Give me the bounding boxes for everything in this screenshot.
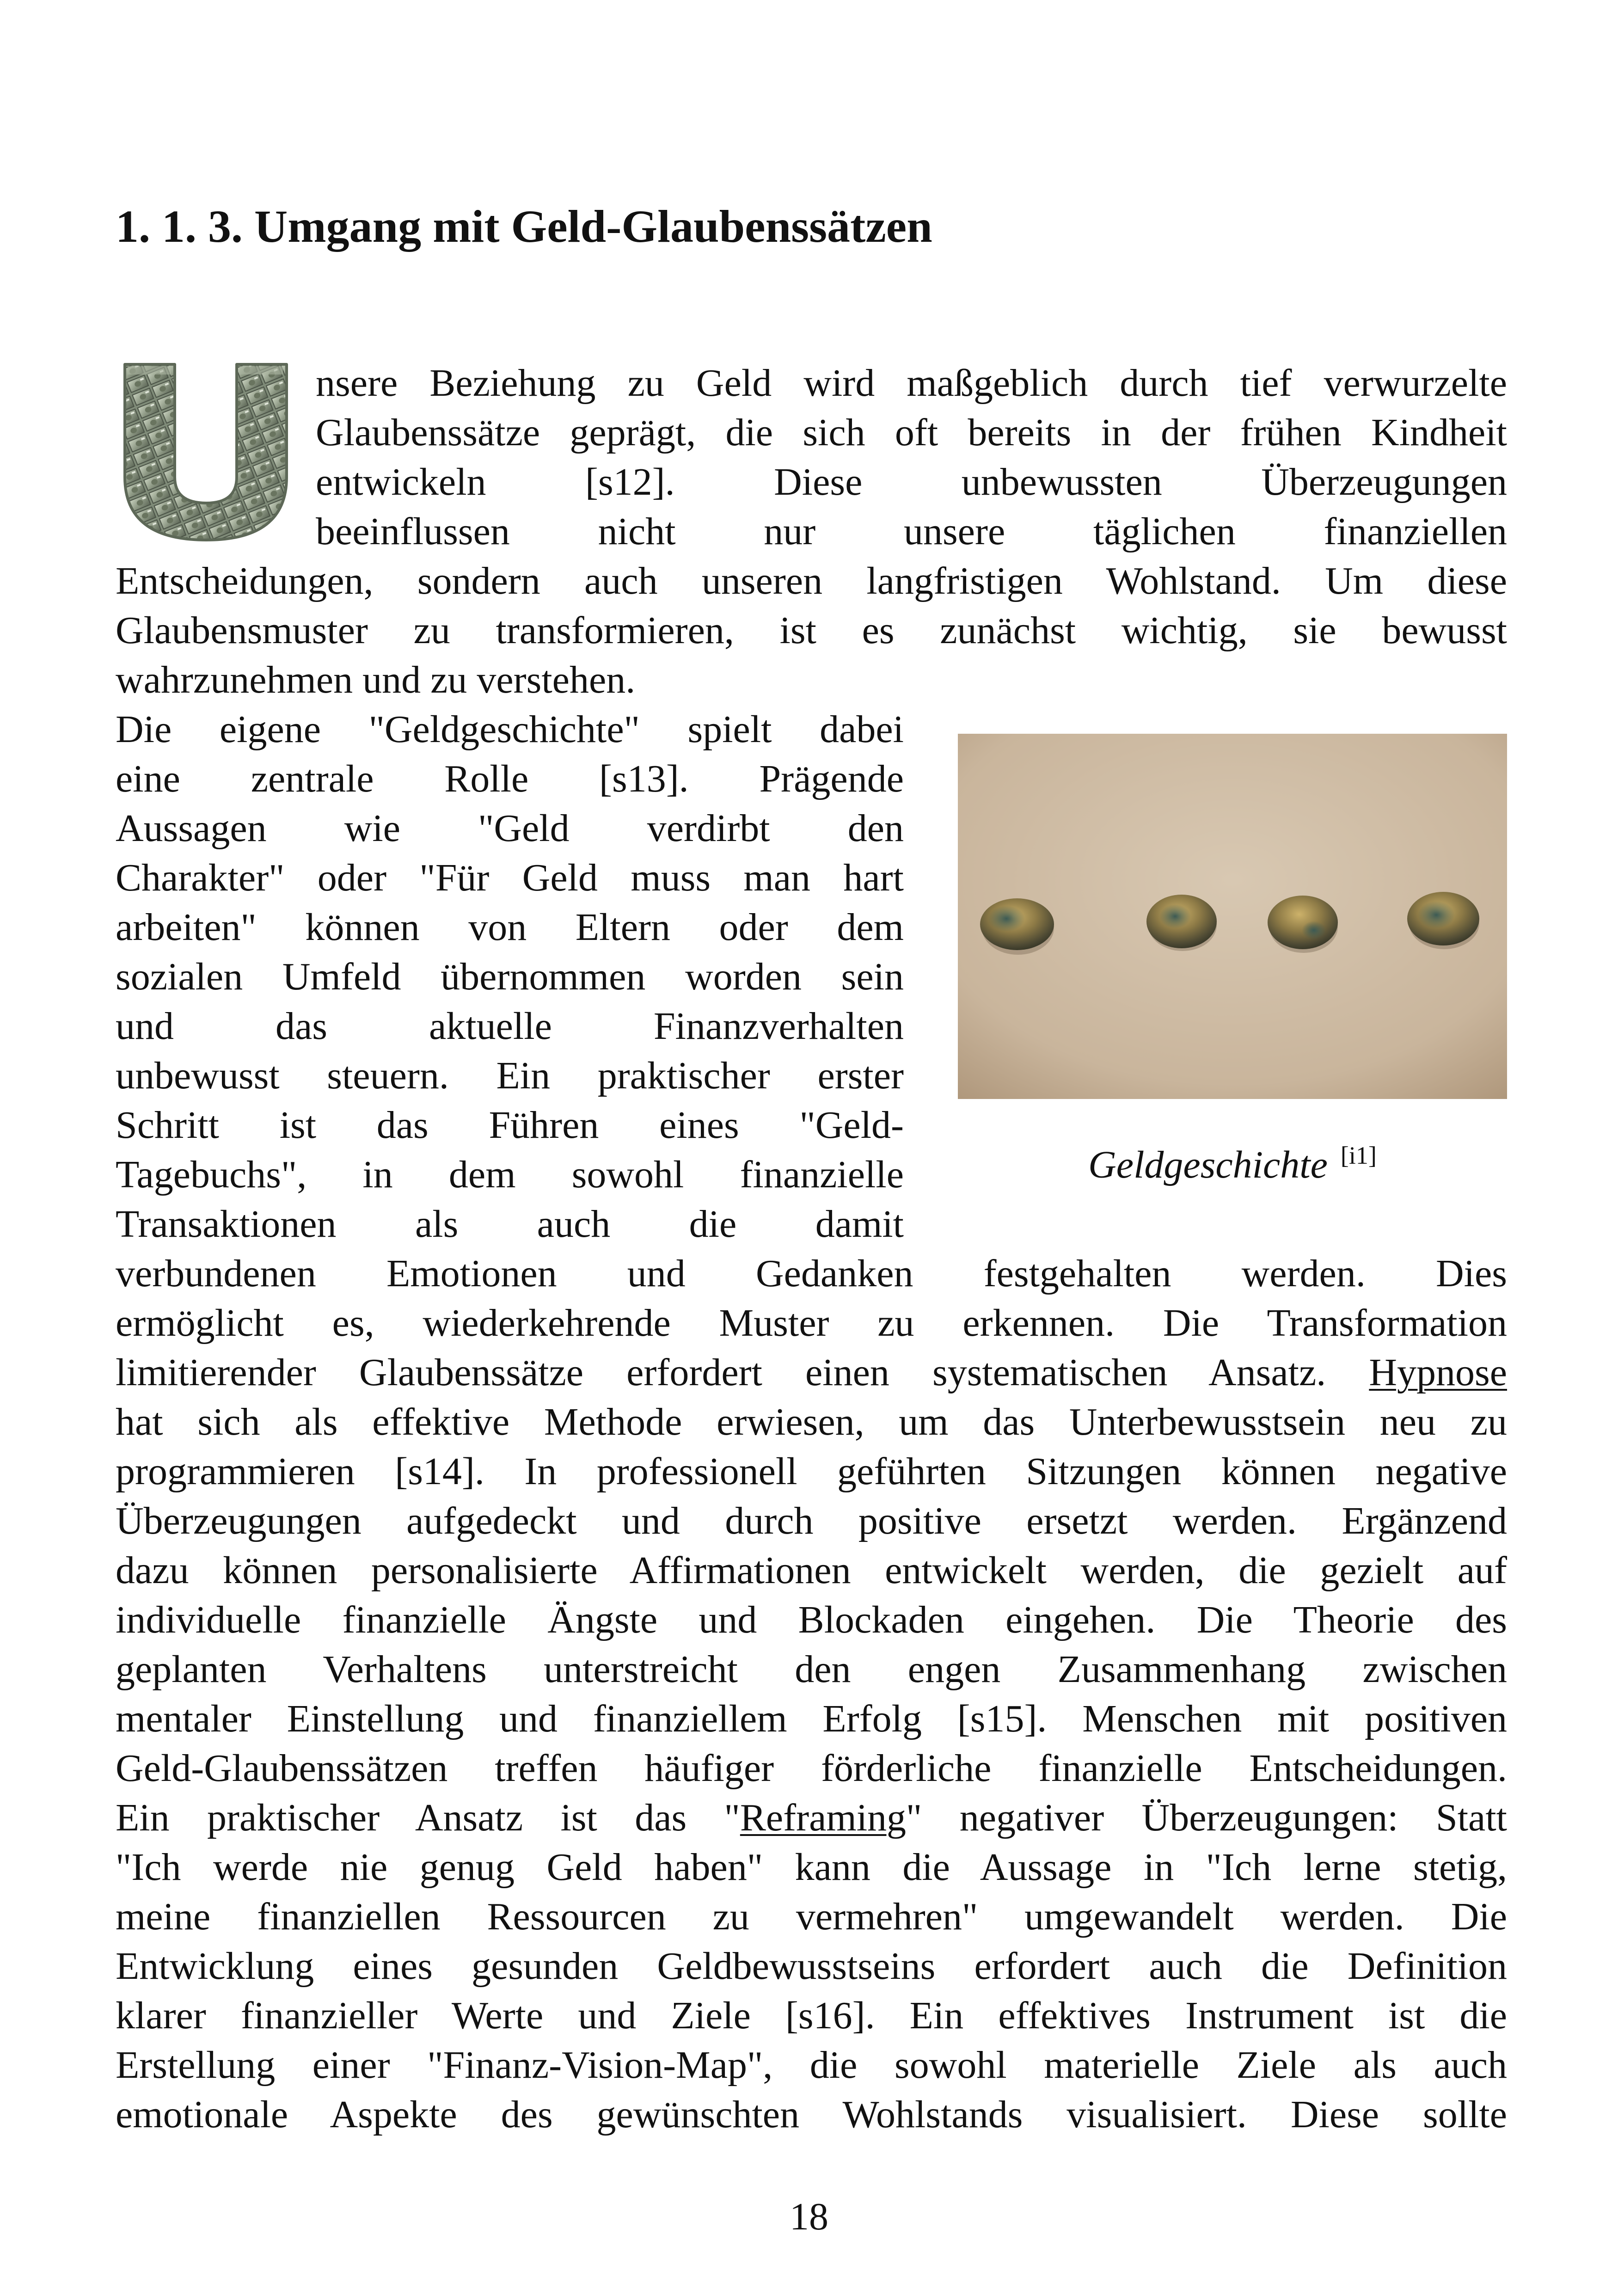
body-line-with-link [116, 1348, 1507, 1397]
body-line: arbeiten" können von Eltern oder dem [116, 906, 904, 949]
body-line: Überzeugungen aufgedeckt und durch positive ersetzt werden. Ergänzend [116, 1499, 1507, 1542]
body-line: Glaubensmuster zu transformieren, ist es zunächst wichtig, sie bewusst [116, 609, 1507, 652]
hypnose-link[interactable]: Hypnose [1369, 1351, 1507, 1394]
caption-text: Geldgeschichte [1088, 1143, 1328, 1186]
reframing-link[interactable]: Reframing [740, 1796, 907, 1839]
body-line: mentaler Einstellung und finanziellem Erfolg [s15]. Menschen mit positiven [116, 1697, 1507, 1740]
body-line: programmieren [s14]. In professionell geführten Sitzungen können negative [116, 1450, 1507, 1493]
body-line: Charakter" oder "Für Geld muss man hart [116, 856, 904, 899]
page-number: 18 [790, 2195, 828, 2238]
body-line: und das aktuelle Finanzverhalten [116, 1005, 904, 1048]
body-line: ermöglicht es, wiederkehrende Muster zu erkennen. Die Transformation [116, 1301, 1507, 1344]
body-line: sozialen Umfeld übernommen worden sein [116, 955, 904, 998]
body-line: hat sich als effektive Methode erwiesen, um das Unterbewusstsein neu zu [116, 1400, 1507, 1443]
body-line: Die eigene "Geldgeschichte" spielt dabei [116, 708, 904, 751]
figure-caption [958, 1142, 1507, 1189]
body-line: unbewusst steuern. Ein praktischer erster [116, 1054, 904, 1097]
body-line: Entscheidungen, sondern auch unseren langfristigen Wohlstand. Um diese [116, 559, 1507, 602]
body-line: "Ich werde nie genug Geld haben" kann die Aussage in "Ich lerne stetig, [116, 1846, 1507, 1889]
body-line: beeinflussen nicht nur unsere täglichen finanziellen [316, 510, 1507, 553]
body-line: Glaubenssätze geprägt, die sich oft bereits in der frühen Kindheit [316, 411, 1507, 454]
body-line: verbundenen Emotionen und Gedanken festgehalten werden. Dies [116, 1252, 1507, 1295]
coins-photo [958, 734, 1507, 1099]
body-line: dazu können personalisierte Affirmationen entwickelt werden, die gezielt auf [116, 1549, 1507, 1592]
body-line: nsere Beziehung zu Geld wird maßgeblich durch tief verwurzelte [316, 362, 1507, 405]
line-text: limitierender Glaubenssätze erfordert einen systematischen Ansatz. [116, 1351, 1369, 1394]
body-line: emotionale Aspekte des gewünschten Wohlstands visualisiert. Diese sollte [116, 2093, 1507, 2136]
body-line: geplanten Verhaltens unterstreicht den engen Zusammenhang zwischen [116, 1648, 1507, 1691]
body-line: klarer finanzieller Werte und Ziele [s16]. Ein effektives Instrument ist die [116, 1994, 1507, 2037]
body-line: Geld-Glaubenssätzen treffen häufiger förderliche finanzielle Entscheidungen. [116, 1747, 1507, 1790]
body-line: Entwicklung eines gesunden Geldbewusstseins erfordert auch die Definition [116, 1945, 1507, 1988]
body-line: Transaktionen als auch die damit [116, 1203, 904, 1246]
body-line: Aussagen wie "Geld verdirbt den [116, 807, 904, 850]
caption-reference: [i1] [1340, 1142, 1377, 1169]
body-line: meine finanziellen Ressourcen zu vermehren" umgewandelt werden. Die [116, 1895, 1507, 1938]
body-line: individuelle finanzielle Ängste und Blockaden eingehen. Die Theorie des [116, 1598, 1507, 1641]
section-heading: 1. 1. 3. Umgang mit Geld-Glaubenssätzen [116, 201, 932, 252]
body-line: wahrzunehmen und zu verstehen. [116, 658, 636, 701]
body-line-with-link [116, 1793, 1507, 1842]
body-line: Schritt ist das Führen eines "Geld- [116, 1104, 904, 1147]
body-line: entwickeln [s12]. Diese unbewussten Überzeugungen [316, 460, 1507, 503]
body-line: Tagebuchs", in dem sowohl finanzielle [116, 1153, 904, 1196]
body-line: eine zentrale Rolle [s13]. Prägende [116, 757, 904, 800]
line-text: " negativer Überzeugungen: Statt [906, 1796, 1508, 1839]
body-line: Erstellung einer "Finanz-Vision-Map", die sowohl materielle Ziele als auch [116, 2044, 1507, 2087]
dropcap-money-letter-u [116, 356, 296, 546]
line-text: Ein praktischer Ansatz ist das " [116, 1796, 740, 1839]
